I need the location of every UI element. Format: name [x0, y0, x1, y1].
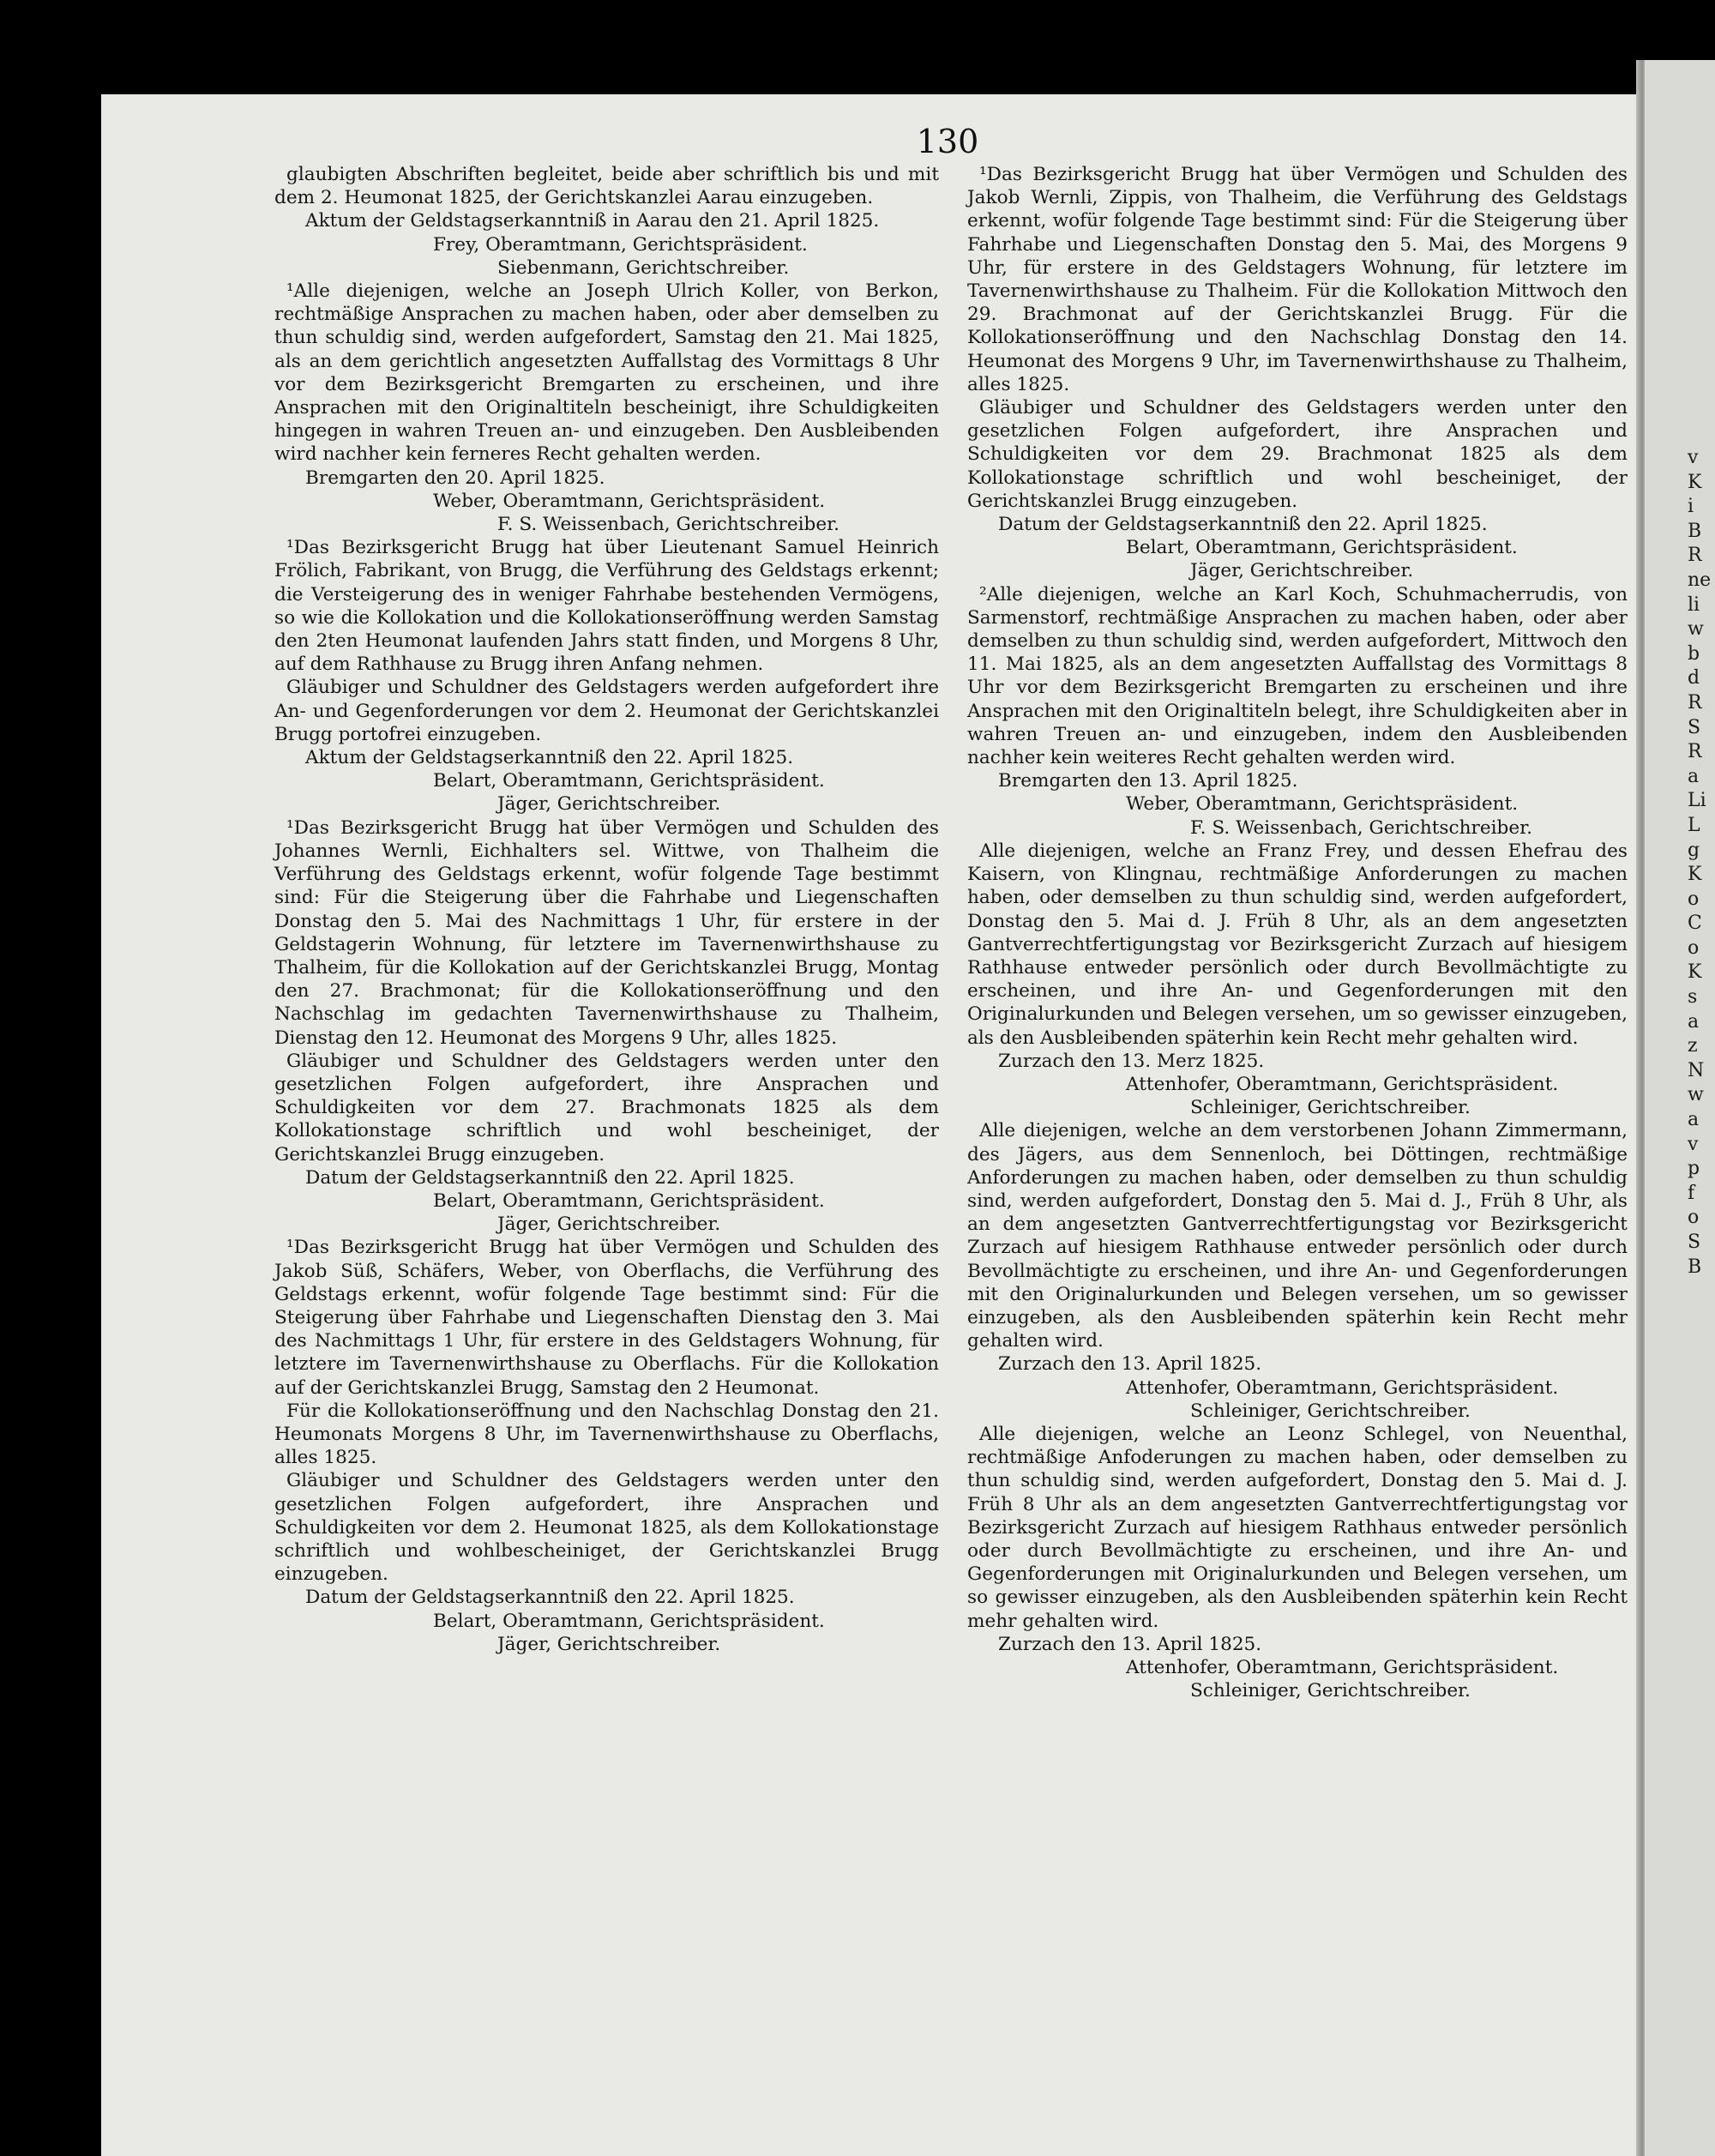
- edge-fragment: S: [1688, 1232, 1701, 1253]
- text-block-notice: glaubigten Abschriften begleitet, beide aber schriftlich bis und mit dem 2. Heumonat 1825, der Gerichtskanzlei Aarau einzugeben.: [274, 164, 939, 209]
- text-block-place: Zurzach den 13. April 1825.: [998, 1633, 1262, 1655]
- page-number: 130: [916, 123, 979, 160]
- edge-fragment: o: [1688, 936, 1700, 959]
- edge-fragment: v: [1688, 1133, 1699, 1155]
- text-block-notice: Gläubiger und Schuldner des Geldstagers werden unter den gesetzlichen Folgen aufgefordert, ihre Ansprachen und Schuldigkeiten vor dem 2. Heumonat 1825, als dem Kollokationstage schriftlich und wohlbescheiniget, der Gerichtskanzlei Brugg einzugeben.: [274, 1470, 939, 1586]
- text-block-notice: ²Alle diejenigen, welche an Karl Koch, Schuhmacherrudis, von Sarmenstorf, rechtmäßige Ansprachen zu machen haben, oder aber demselben zu thun schuldig sind, werden aufgefordert, Mittwoch den 11. Mai 1825, als an dem angesetzten Auffallstag des Vormittags 8 Uhr vor dem Bezirksgericht Bremgarten zu erscheinen und ihre Ansprachen mit den Originaltiteln belegt, ihre Schuldigkeiten aber in wahren Treuen an- und einzugeben, indem den Ausbleibenden nachher kein weiteres Recht gehalten werden wird.: [967, 583, 1628, 769]
- text-block-sig1: Weber, Oberamtmann, Gerichtspräsident.: [1126, 793, 1519, 816]
- edge-fragment: R: [1688, 741, 1702, 763]
- text-block-sig1: Belart, Oberamtmann, Gerichtspräsident.: [433, 1189, 825, 1212]
- text-block-place: Zurzach den 13. Merz 1825.: [998, 1050, 1265, 1072]
- edge-fragment: a: [1688, 1010, 1700, 1033]
- edge-fragment: w: [1688, 1084, 1704, 1106]
- text-block-sig1: Weber, Oberamtmann, Gerichtspräsident.: [433, 490, 826, 512]
- edge-fragment: f: [1688, 1182, 1695, 1204]
- edge-fragment: K: [1688, 864, 1702, 886]
- text-block-notice: Gläubiger und Schuldner des Geldstagers werden unter den gesetzlichen Folgen aufgefordert, ihre Ansprachen und Schuldigkeiten vor dem 27. Brachmonats 1825 als dem Kollokationstage schriftlich und wohl bescheiniget, der Gerichtskanzlei Brugg einzugeben.: [274, 1050, 939, 1165]
- text-block-notice: ¹Alle diejenigen, welche an Joseph Ulrich Koller, von Berkon, rechtmäßige Ansprachen zu machen haben, oder aber demselben zu thun schuldig sind, werden aufgefordert, Samstag den 21. Mai 1825, als an dem gerichtlich angesetzten Auffallstag des Vormittags 8 Uhr vor dem Bezirksgericht Bremgarten zu erscheinen, und ihre Ansprachen mit den Originaltiteln bescheinigt, ihre Schuldigkeiten hingegen in wahren Treuen an- und einzugeben. Den Ausbleibenden wird nachher kein ferneres Recht gehalten werden.: [274, 280, 939, 466]
- text-block-sig2: Schleiniger, Gerichtschreiber.: [1190, 1680, 1471, 1702]
- edge-fragment: L: [1688, 814, 1700, 836]
- text-block-place: Aktum der Geldstagserkanntniß den 22. April 1825.: [305, 747, 794, 769]
- edge-fragment: g: [1688, 839, 1700, 861]
- text-block-notice: ¹Das Bezirksgericht Brugg hat über Vermögen und Schulden des Jakob Süß, Schäfers, Weber, von Oberflachs, die Verführung des Geldstags erkennt, wofür folgende Tage bestimmt sind: Für die Steigerung über Fahrhabe und Liegenschaften Dienstag den 3. Mai des Nachmittags 1 Uhr, für erstere in des Geldstagers Wohnung, für letztere im Tavernenwirthshause zu Oberflachs. Für die Kollokation auf der Gerichtskanzlei Brugg, Samstag den 2 Heumonat.: [274, 1237, 939, 1399]
- edge-fragment: N: [1688, 1059, 1705, 1081]
- facing-page-text-fragments: [1688, 446, 1715, 1280]
- text-block-place: Datum der Geldstagserkanntniß den 22. April 1825.: [998, 514, 1488, 536]
- edge-fragment: a: [1688, 1109, 1700, 1131]
- text-block-sig1: Attenhofer, Oberamtmann, Gerichtspräsident.: [1126, 1657, 1559, 1678]
- left-column: [274, 163, 939, 1656]
- edge-fragment: i: [1688, 496, 1694, 518]
- edge-fragment: C: [1688, 912, 1702, 935]
- text-block-place: Zurzach den 13. April 1825.: [998, 1353, 1262, 1376]
- edge-fragment: Li: [1688, 790, 1706, 812]
- text-block-sig2: F. S. Weissenbach, Gerichtschreiber.: [1190, 816, 1532, 839]
- text-block-place: Datum der Geldstagserkanntniß den 22. April 1825.: [305, 1587, 795, 1609]
- text-block-sig2: Schleiniger, Gerichtschreiber.: [1190, 1400, 1471, 1422]
- text-block-sig2: Jäger, Gerichtschreiber.: [1190, 560, 1414, 582]
- text-block-notice: ¹Das Bezirksgericht Brugg hat über Lieutenant Samuel Heinrich Frölich, Fabrikant, von Brugg, die Verführung des Geldstags erkennt; die Versteigerung des in weniger Fahrhabe bestehenden Vermögens, so wie die Kollokation und die Kollokationseröffnung werden Samstag den 2ten Heumonat laufenden Jahrs statt finden, und Morgens 8 Uhr, auf dem Rathhause zu Brugg ihren Anfang nehmen.: [274, 537, 939, 676]
- edge-fragment: o: [1688, 888, 1700, 910]
- text-block-sig1: Attenhofer, Oberamtmann, Gerichtspräsident.: [1126, 1376, 1559, 1399]
- edge-fragment: z: [1688, 1035, 1698, 1057]
- text-block-place: Bremgarten den 20. April 1825.: [305, 467, 605, 489]
- edge-fragment: p: [1688, 1158, 1700, 1180]
- text-block-sig2: Jäger, Gerichtschreiber.: [497, 1633, 721, 1655]
- edge-fragment: v: [1688, 447, 1699, 468]
- edge-fragment: s: [1688, 986, 1698, 1009]
- edge-fragment: w: [1688, 618, 1704, 641]
- text-block-place: Bremgarten den 13. April 1825.: [998, 770, 1298, 792]
- edge-fragment: K: [1688, 471, 1702, 493]
- edge-fragment: B: [1688, 520, 1702, 542]
- text-block-sig2: F. S. Weissenbach, Gerichtschreiber.: [497, 514, 839, 536]
- text-block-sig1: Attenhofer, Oberamtmann, Gerichtspräsident.: [1126, 1073, 1559, 1095]
- text-block-notice: Alle diejenigen, welche an Leonz Schlegel, von Neuenthal, rechtmäßige Anfoderungen zu machen haben, oder demselben zu thun schuldig sind, werden aufgefordert, Donstag den 5. Mai d. J. Früh 8 Uhr als an dem angesetzten Gantverrechtfertigungstag vor Bezirksgericht Zurzach auf hiesigem Rathhaus entweder persönlich oder durch Bevollmächtigte zu erscheinen, und ihre An- und Gegenforderungen mit Originalurkunden und Belegen versehen, um so gewisser einzugeben, als den Ausbleibenden späterhin kein Recht mehr gehalten wird.: [967, 1423, 1628, 1632]
- edge-fragment: o: [1688, 1207, 1700, 1229]
- text-block-place: Datum der Geldstagserkanntniß den 22. April 1825.: [305, 1166, 795, 1189]
- text-block-sig2: Schleiniger, Gerichtschreiber.: [1190, 1097, 1471, 1119]
- text-block-sig2: Jäger, Gerichtschreiber.: [497, 1214, 721, 1236]
- edge-fragment: B: [1688, 1256, 1702, 1278]
- text-block-sig1: Belart, Oberamtmann, Gerichtspräsident.: [433, 1610, 825, 1632]
- edge-fragment: R: [1688, 691, 1702, 714]
- text-block-notice: Gläubiger und Schuldner des Geldstagers werden unter den gesetzlichen Folgen aufgefordert, ihre Ansprachen und Schuldigkeiten vor dem 29. Brachmonat 1825 als dem Kollokationstage schriftlich und wohl bescheiniget, der Gerichtskanzlei Brugg einzugeben.: [967, 397, 1628, 512]
- text-block-sig1: Belart, Oberamtmann, Gerichtspräsident.: [433, 770, 825, 792]
- text-block-notice: Für die Kollokationseröffnung und den Nachschlag Donstag den 21. Heumonats Morgens 8 Uhr, im Tavernenwirthshause zu Oberflachs, alles 1825.: [274, 1400, 939, 1469]
- text-block-notice: ¹Das Bezirksgericht Brugg hat über Vermögen und Schulden des Johannes Wernli, Eichhalters sel. Wittwe, von Thalheim die Verführung des Geldstags erkennt, wofür folgende Tage bestimmt sind: Für die Steigerung über die Fahrhabe und Liegenschaften Donstag den 5. Mai des Nachmittags 1 Uhr, für erstere in der Geldstagerin Wohnung, für letztere im Tavernenwirthshause zu Thalheim, für die Kollokation auf der Gerichtskanzlei Brugg, Montag den 27. Brachmonat; für die Kollokationseröffnung und den Nachschlag im gedachten Tavernenwirthshause zu Thalheim, Dienstag den 12. Heumonat des Morgens 9 Uhr, alles 1825.: [274, 816, 939, 1049]
- text-block-sig1: Belart, Oberamtmann, Gerichtspräsident.: [1126, 537, 1518, 559]
- edge-fragment: a: [1688, 765, 1700, 787]
- right-column: [967, 163, 1628, 1702]
- text-block-notice: ¹Das Bezirksgericht Brugg hat über Vermögen und Schulden des Jakob Wernli, Zippis, von Thalheim, die Verführung des Geldstags erkennt, wofür folgende Tage bestimmt sind: Für die Steigerung über Fahrhabe und Liegenschaften Donstag den 5. Mai, des Morgens 9 Uhr, für erstere in des Geldstagers Wohnung, für letztere im Tavernenwirthshause zu Thalheim. Für die Kollokation Mittwoch den 29. Brachmonat auf der Gerichtskanzlei Brugg. Für die Kollokationseröffnung und den Nachschlag Donstag den 14. Heumonat des Morgens 9 Uhr, im Tavernenwirthshause zu Thalheim, alles 1825.: [967, 164, 1628, 395]
- text-block-notice: Alle diejenigen, welche an Franz Frey, und dessen Ehefrau des Kaisern, von Klingnau, rechtmäßige Anforderungen zu machen haben, oder demselben zu thun schuldig sind, werden aufgefordert, Donstag den 5. Mai d. J. Früh 8 Uhr, als an dem angesetzten Gantverrechtfertigungstag vor Bezirksgericht Zurzach auf hiesigem Rathhause entweder persönlich oder durch Bevollmächtigte zu erscheinen, und ihre An- und Gegenforderungen mit den Originalurkunden und Belegen versehen, um so gewisser einzugeben, als den Ausbleibenden späterhin kein Recht mehr gehalten wird.: [967, 840, 1628, 1049]
- text-block-notice: Alle diejenigen, welche an dem verstorbenen Johann Zimmermann, des Jägers, aus dem Sennenloch, bei Döttingen, rechtmäßige Anforderungen zu machen haben, oder demselben zu thun schuldig sind, werden aufgefordert, Donstag den 5. Mai d. J., Früh 8 Uhr, als an dem angesetzten Gantverrechtfertigungstag vor Bezirksgericht Zurzach auf hiesigem Rathhause entweder persönlich oder durch Bevollmächtigte zu erscheinen, und ihre An- und Gegenforderungen mit den Originalurkunden und Belegen versehen, um so gewisser einzugeben, als den Ausbleibenden späterhin kein Recht mehr gehalten wird.: [967, 1120, 1628, 1352]
- edge-fragment: d: [1688, 667, 1700, 690]
- edge-fragment: R: [1688, 545, 1702, 567]
- text-block-sig2: Siebenmann, Gerichtschreiber.: [497, 256, 790, 279]
- text-block-sig1: Frey, Oberamtmann, Gerichtspräsident.: [433, 233, 808, 256]
- edge-fragment: S: [1688, 716, 1701, 738]
- text-block-place: Aktum der Geldstagserkanntniß in Aarau den 21. April 1825.: [305, 210, 880, 232]
- edge-fragment: li: [1688, 593, 1700, 616]
- edge-fragment: K: [1688, 961, 1702, 984]
- edge-fragment: b: [1688, 642, 1700, 665]
- text-block-sig2: Jäger, Gerichtschreiber.: [497, 793, 721, 816]
- edge-fragment: ne: [1688, 569, 1712, 591]
- text-block-notice: Gläubiger und Schuldner des Geldstagers werden aufgefordert ihre An- und Gegenforderungen vor dem 2. Heumonat der Gerichtskanzlei Brugg portofrei einzugeben.: [274, 677, 939, 745]
